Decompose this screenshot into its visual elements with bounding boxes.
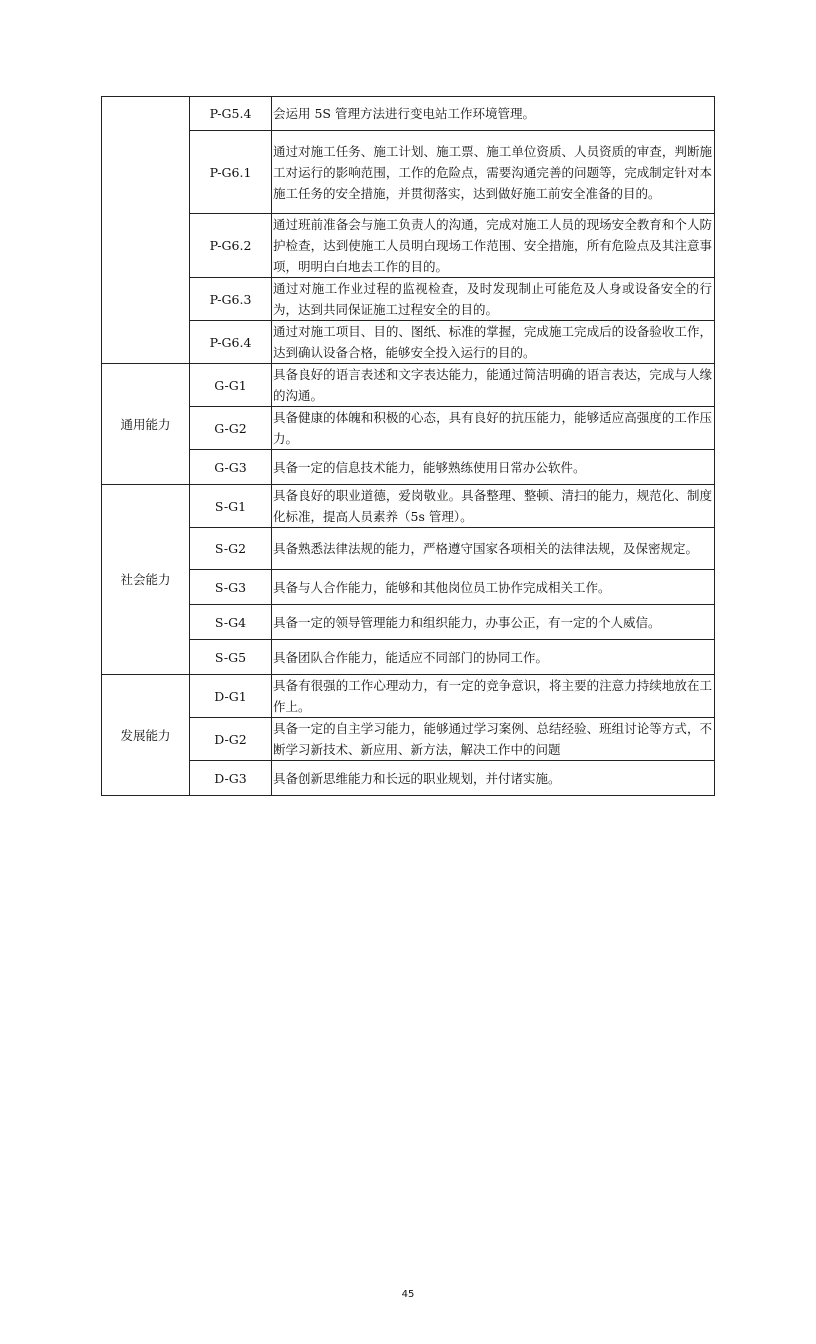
code-cell: D-G3 — [190, 761, 272, 796]
code-cell: D-G2 — [190, 718, 272, 761]
code-cell: G-G1 — [190, 364, 272, 407]
description-cell: 通过对施工项目、目的、图纸、标准的掌握，完成施工完成后的设备验收工作，达到确认设备合格，能够安全投入运行的目的。 — [272, 321, 715, 364]
page-number: 45 — [401, 1289, 415, 1300]
table-row — [102, 761, 715, 796]
description-cell: 通过对施工任务、施工计划、施工票、施工单位资质、人员资质的审查，判断施工对运行的影响范围，工作的危险点，需要沟通完善的问题等，完成制定针对本施工任务的安全措施，并贯彻落实，达到做好施工前安全准备的目的。 — [272, 131, 715, 214]
competency-table — [101, 96, 715, 796]
code-cell: D-G1 — [190, 675, 272, 718]
table-row — [102, 485, 715, 528]
code-cell: P-G6.3 — [190, 278, 272, 321]
table-row — [102, 605, 715, 640]
category-cell — [102, 97, 190, 364]
table-row — [102, 364, 715, 407]
code-cell: G-G2 — [190, 407, 272, 450]
description-cell: 具备一定的信息技术能力，能够熟练使用日常办公软件。 — [272, 450, 715, 485]
description-cell: 具备一定的自主学习能力，能够通过学习案例、总结经验、班组讨论等方式，不断学习新技术、新应用、新方法，解决工作中的问题 — [272, 718, 715, 761]
code-cell: S-G3 — [190, 570, 272, 605]
table-row — [102, 321, 715, 364]
description-cell: 具备有很强的工作心理动力，有一定的竞争意识，将主要的注意力持续地放在工作上。 — [272, 675, 715, 718]
description-cell: 具备团队合作能力，能适应不同部门的协同工作。 — [272, 640, 715, 675]
code-cell: G-G3 — [190, 450, 272, 485]
code-cell: P-G5.4 — [190, 97, 272, 131]
category-cell: 发展能力 — [102, 675, 190, 796]
table-row — [102, 97, 715, 131]
description-cell: 具备健康的体魄和积极的心态，具有良好的抗压能力，能够适应高强度的工作压力。 — [272, 407, 715, 450]
table-row — [102, 570, 715, 605]
category-cell: 通用能力 — [102, 364, 190, 485]
description-cell: 具备熟悉法律法规的能力，严格遵守国家各项相关的法律法规，及保密规定。 — [272, 528, 715, 570]
table-row — [102, 278, 715, 321]
table-row — [102, 407, 715, 450]
description-cell: 具备一定的领导管理能力和组织能力，办事公正，有一定的个人威信。 — [272, 605, 715, 640]
table-row — [102, 718, 715, 761]
table-row — [102, 450, 715, 485]
table-row — [102, 528, 715, 570]
code-cell: P-G6.1 — [190, 131, 272, 214]
code-cell: P-G6.4 — [190, 321, 272, 364]
code-cell: S-G4 — [190, 605, 272, 640]
description-cell: 具备创新思维能力和长远的职业规划，并付诸实施。 — [272, 761, 715, 796]
description-cell: 通过班前准备会与施工负责人的沟通，完成对施工人员的现场安全教育和个人防护检查，达到使施工人员明白现场工作范围、安全措施，所有危险点及其注意事项，明明白白地去工作的目的。 — [272, 214, 715, 278]
code-cell: S-G2 — [190, 528, 272, 570]
description-cell: 会运用 5S 管理方法进行变电站工作环境管理。 — [272, 97, 715, 131]
code-cell: S-G1 — [190, 485, 272, 528]
table-row — [102, 640, 715, 675]
code-cell: P-G6.2 — [190, 214, 272, 278]
description-cell: 具备良好的职业道德，爱岗敬业。具备整理、整顿、清扫的能力，规范化、制度化标准，提高人员素养（5s 管理）。 — [272, 485, 715, 528]
table-row — [102, 214, 715, 278]
code-cell: S-G5 — [190, 640, 272, 675]
description-cell: 具备与人合作能力，能够和其他岗位员工协作完成相关工作。 — [272, 570, 715, 605]
description-cell: 通过对施工作业过程的监视检查，及时发现制止可能危及人身或设备安全的行为，达到共同保证施工过程安全的目的。 — [272, 278, 715, 321]
category-cell: 社会能力 — [102, 485, 190, 675]
table-row — [102, 131, 715, 214]
table-row — [102, 675, 715, 718]
description-cell: 具备良好的语言表述和文字表达能力，能通过简洁明确的语言表达，完成与人缘的沟通。 — [272, 364, 715, 407]
